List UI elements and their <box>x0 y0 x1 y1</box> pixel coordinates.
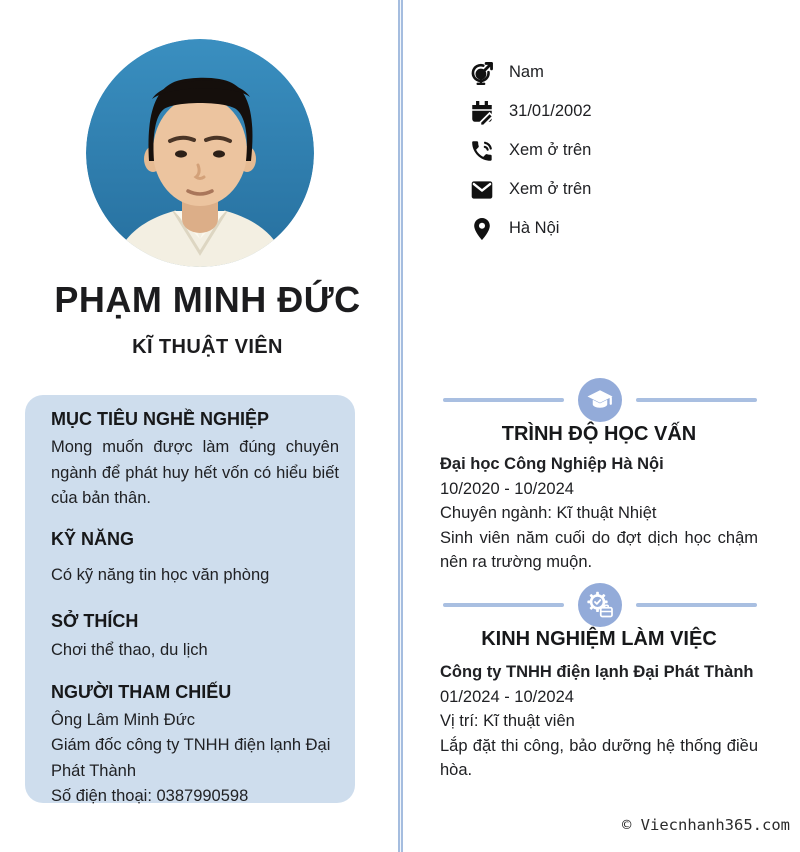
experience-description: Lắp đặt thi công, bảo dưỡng hệ thống điều hòa. <box>440 736 758 779</box>
contact-row-gender <box>468 53 592 92</box>
reference-name: Ông Lâm Minh Đức <box>51 710 196 729</box>
education-heading: TRÌNH ĐỘ HỌC VẤN <box>501 423 697 445</box>
education-details <box>440 452 758 575</box>
profile-photo-illustration <box>86 39 314 267</box>
contact-location-value: Hà Nội <box>509 219 560 237</box>
mail-icon <box>468 176 495 203</box>
contact-row-location <box>468 209 592 248</box>
contact-info <box>468 53 592 248</box>
education-divider <box>443 378 757 422</box>
contact-row-birthdate <box>468 92 592 131</box>
experience-details <box>440 660 758 783</box>
education-school: Đại học Công Nghiệp Hà Nội <box>440 455 664 473</box>
left-summary-panel <box>25 395 355 803</box>
gear-briefcase-icon <box>578 583 622 627</box>
contact-row-phone <box>468 131 592 170</box>
calendar-icon <box>468 98 495 125</box>
hobbies-text: Chơi thể thao, du lịch <box>51 641 208 659</box>
divider-line <box>636 398 757 402</box>
education-major: Chuyên ngành: Kĩ thuật Nhiệt <box>440 504 657 522</box>
candidate-title: KĨ THUẬT VIÊN <box>132 336 283 358</box>
contact-gender-value: Nam <box>509 63 544 81</box>
candidate-name: PHẠM MINH ĐỨC <box>54 279 361 320</box>
reference-phone: Số điện thoại: 0387990598 <box>51 787 249 805</box>
contact-phone-value: Xem ở trên <box>509 141 592 159</box>
divider-line <box>636 603 757 607</box>
objective-text: Mong muốn được làm đúng chuyên ngành để phát huy hết vốn có hiểu biết của bản thân. <box>51 438 339 507</box>
divider-line <box>443 603 564 607</box>
contact-email-value: Xem ở trên <box>509 180 592 198</box>
location-pin-icon <box>468 215 495 242</box>
reference-heading: NGƯỜI THAM CHIẾU <box>51 681 232 702</box>
profile-photo <box>86 39 314 267</box>
contact-birthdate-value: 31/01/2002 <box>509 102 592 120</box>
experience-divider <box>443 583 757 627</box>
divider-line <box>443 398 564 402</box>
skills-text: Có kỹ năng tin học văn phòng <box>51 565 270 584</box>
column-divider <box>398 0 403 852</box>
hobbies-heading: SỞ THÍCH <box>51 611 139 631</box>
phone-icon <box>468 137 495 164</box>
copyright-watermark: © Viecnhanh365.com <box>622 816 790 834</box>
contact-row-email <box>468 170 592 209</box>
experience-dates: 01/2024 - 10/2024 <box>440 687 574 706</box>
objective-heading: MỤC TIÊU NGHỀ NGHIỆP <box>51 409 270 429</box>
experience-heading: KINH NGHIỆM LÀM VIỆC <box>481 628 717 650</box>
gender-male-icon <box>468 59 495 86</box>
graduation-cap-icon <box>578 378 622 422</box>
experience-position: Vị trí: Kĩ thuật viên <box>440 712 575 730</box>
reference-position: Giám đốc công ty TNHH điện lạnh Đại Phát Thành <box>51 736 331 780</box>
experience-company: Công ty TNHH điện lạnh Đại Phát Thành <box>440 663 754 681</box>
skills-heading: KỸ NĂNG <box>51 528 135 549</box>
education-note: Sinh viên năm cuối do đợt dịch học chậm nên ra trường muộn. <box>440 528 758 571</box>
education-dates: 10/2020 - 10/2024 <box>440 479 574 498</box>
